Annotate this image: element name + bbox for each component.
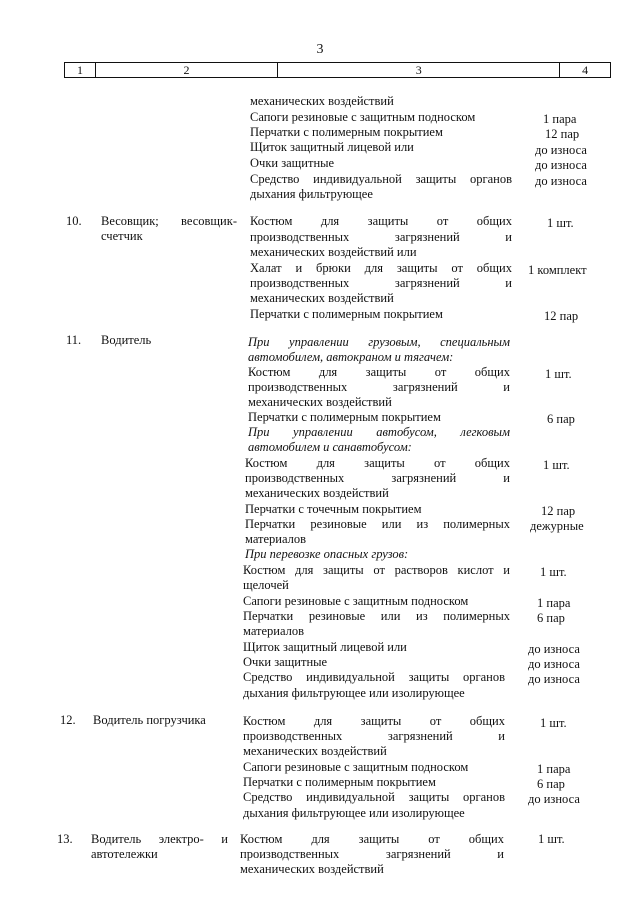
quantity: 6 пар <box>537 611 565 625</box>
word: Средство <box>243 670 293 684</box>
word: от <box>428 832 440 846</box>
word: и <box>221 832 228 846</box>
quantity: 1 шт. <box>547 216 574 230</box>
item-line <box>248 380 510 395</box>
profession-line <box>101 214 237 229</box>
table-header <box>64 62 611 78</box>
word: брюки <box>316 261 351 275</box>
item-line-italic: автомобилем, автокраном и тягачем: <box>248 350 454 364</box>
page-number: 3 <box>316 42 324 57</box>
quantity: до износа <box>535 158 587 172</box>
word: загрязнений <box>387 729 453 743</box>
profession-line: Водитель <box>101 333 152 347</box>
item-line: механических воздействий или <box>250 245 417 259</box>
quantity: до износа <box>528 792 580 806</box>
profession-line <box>91 832 228 847</box>
item-line: Сапоги резиновые с защитным подноском <box>250 110 476 124</box>
word: органов <box>462 790 505 804</box>
item-line: материалов <box>243 624 305 638</box>
item-line: дыхания фильтрующее или изолирующее <box>243 806 465 820</box>
item-line <box>245 471 510 486</box>
item-line <box>243 609 510 624</box>
item-line <box>250 261 512 276</box>
word: Костюм <box>248 365 291 379</box>
word: и <box>498 729 505 743</box>
word: для <box>313 714 333 728</box>
item-line: Перчатки с полимерным покрытием <box>248 410 441 424</box>
word: резиновые <box>308 609 366 623</box>
word: защиты <box>415 172 457 186</box>
item-line <box>240 847 504 862</box>
item-line: Очки защитные <box>250 156 335 170</box>
item-line <box>245 517 510 532</box>
word: общих <box>474 456 510 470</box>
item-line <box>250 172 512 187</box>
quantity: 1 пара <box>543 112 577 126</box>
column-header-3: 3 <box>278 63 560 77</box>
word: Перчатки <box>245 517 296 531</box>
word: Костюм <box>243 714 286 728</box>
word: резиновые <box>310 517 367 531</box>
column-header-2: 2 <box>96 63 278 77</box>
quantity: до износа <box>535 174 587 188</box>
item-line <box>250 276 512 291</box>
item-line-italic: автомобилем и санавтобусом: <box>248 440 412 454</box>
item-line: Перчатки с точечным покрытием <box>245 502 422 516</box>
item-line: Щиток защитный лицевой или <box>243 640 407 654</box>
column-header-4: 4 <box>582 63 589 77</box>
word: электро- <box>158 832 204 846</box>
item-line: механических воздействий <box>240 862 384 876</box>
word: и <box>505 230 512 244</box>
word: Костюм <box>245 456 288 470</box>
word: от <box>434 456 446 470</box>
word: из <box>416 609 428 623</box>
column-header-1: 1 <box>65 63 96 77</box>
word: управлении <box>289 335 349 349</box>
word: защиты <box>323 563 364 577</box>
item-line: Очки защитные <box>243 655 328 669</box>
item-line-italic: При перевозке опасных грузов: <box>245 547 409 561</box>
profession-line: счетчик <box>101 229 143 243</box>
word: производственных <box>250 276 350 290</box>
quantity: 1 пара <box>537 762 571 776</box>
word: или <box>381 517 402 531</box>
item-line-italic <box>248 425 510 440</box>
item-line <box>250 230 512 245</box>
item-line: механических воздействий <box>250 291 394 305</box>
item-line: Перчатки с полимерным покрытием <box>250 307 443 321</box>
word: Средство <box>250 172 300 186</box>
word: и <box>505 276 512 290</box>
item-line-italic <box>248 335 510 350</box>
row-number: 10. <box>66 214 82 228</box>
word: или <box>380 609 401 623</box>
word: Водитель <box>91 832 142 846</box>
word: от <box>434 365 447 379</box>
quantity: дежурные <box>530 519 584 533</box>
item-line <box>250 214 512 229</box>
word: грузовым, <box>368 335 421 349</box>
quantity: 12 пар <box>541 504 576 518</box>
word: производственных <box>248 380 348 394</box>
word: загрязнений <box>392 380 458 394</box>
word: защиты <box>364 456 405 470</box>
item-line: дыхания фильтрующее или изолирующее <box>243 686 465 700</box>
word: от <box>451 261 463 275</box>
quantity: 6 пар <box>547 412 575 426</box>
word: общих <box>476 214 512 228</box>
word: общих <box>469 714 505 728</box>
word: Перчатки <box>243 609 294 623</box>
word: и <box>503 380 510 394</box>
word: и <box>295 261 303 275</box>
row-number: 12. <box>60 713 76 727</box>
item-line: Щиток защитный лицевой или <box>250 140 414 154</box>
word: управлении <box>293 425 353 439</box>
word: индивидуальной <box>306 670 395 684</box>
quantity: 6 пар <box>537 777 565 791</box>
quantity: 12 пар <box>545 127 580 141</box>
item-line <box>240 832 504 847</box>
word: специальным <box>440 335 510 349</box>
word: Костюм <box>250 214 293 228</box>
word: Костюм <box>243 563 286 577</box>
quantity: 1 шт. <box>545 367 572 381</box>
word: для <box>318 365 338 379</box>
word: и <box>503 563 510 577</box>
quantity: до износа <box>535 143 587 157</box>
word: для <box>316 456 335 470</box>
item-line: механических воздействий <box>250 94 394 108</box>
word: производственных <box>243 729 343 743</box>
quantity: до износа <box>528 672 580 686</box>
quantity: 1 шт. <box>540 716 567 730</box>
row-number: 11. <box>66 333 82 347</box>
word: Весовщик; <box>101 214 159 228</box>
word: защиты <box>360 714 402 728</box>
word: растворов <box>394 563 448 577</box>
word: защиты <box>367 214 409 228</box>
word: и <box>503 471 510 485</box>
quantity: 12 пар <box>544 309 579 323</box>
item-line: механических воздействий <box>248 395 392 409</box>
word: защиты <box>358 832 400 846</box>
item-line: Сапоги резиновые с защитным подноском <box>243 760 469 774</box>
quantity: 1 шт. <box>538 832 565 846</box>
quantity: 1 шт. <box>543 458 570 472</box>
word: общих <box>474 365 510 379</box>
word: загрязнений <box>394 230 460 244</box>
word: весовщик- <box>181 214 237 228</box>
word: и <box>497 847 504 861</box>
item-line <box>243 729 505 744</box>
item-line: материалов <box>245 532 307 546</box>
item-line <box>245 456 510 471</box>
word: для <box>320 214 340 228</box>
item-line <box>243 563 510 578</box>
word: Халат <box>250 261 282 275</box>
word: общих <box>468 832 504 846</box>
word: производственных <box>245 471 345 485</box>
word: При <box>248 425 270 439</box>
word: Средство <box>243 790 293 804</box>
item-line: Сапоги резиновые с защитным подноском <box>243 594 469 608</box>
word: При <box>248 335 270 349</box>
item-line: механических воздействий <box>245 486 389 500</box>
word: защиты <box>408 670 450 684</box>
item-line <box>243 790 505 805</box>
word: от <box>373 563 385 577</box>
word: полимерных <box>443 517 510 531</box>
item-line <box>243 714 505 729</box>
word: производственных <box>240 847 340 861</box>
item-line: Перчатки с полимерным покрытием <box>250 125 443 139</box>
word: от <box>436 214 449 228</box>
word: из <box>416 517 429 531</box>
quantity: до износа <box>528 657 580 671</box>
item-line: щелочей <box>243 578 289 592</box>
word: производственных <box>250 230 350 244</box>
quantity: 1 шт. <box>540 565 567 579</box>
word: от <box>429 714 442 728</box>
profession-line: Водитель погрузчика <box>93 713 206 727</box>
word: для <box>295 563 314 577</box>
word: загрязнений <box>391 471 457 485</box>
word: для <box>311 832 330 846</box>
word: индивидуальной <box>306 790 395 804</box>
word: легковым <box>460 425 510 439</box>
item-line <box>243 670 505 685</box>
word: для <box>364 261 383 275</box>
quantity: 1 комплект <box>528 263 587 277</box>
word: загрязнений <box>394 276 460 290</box>
quantity: до износа <box>528 642 580 656</box>
row-number: 13. <box>57 832 73 846</box>
item-line <box>248 365 510 380</box>
word: защиты <box>365 365 407 379</box>
word: защиты <box>396 261 438 275</box>
word: автобусом, <box>376 425 437 439</box>
item-line: дыхания фильтрующее <box>250 187 373 201</box>
item-line: механических воздействий <box>243 744 387 758</box>
word: полимерных <box>443 609 510 623</box>
word: органов <box>462 670 505 684</box>
word: индивидуальной <box>313 172 402 186</box>
item-line: Перчатки с полимерным покрытием <box>243 775 436 789</box>
word: общих <box>476 261 512 275</box>
word: органов <box>469 172 512 186</box>
word: защиты <box>408 790 450 804</box>
word: загрязнений <box>385 847 451 861</box>
profession-line: автотележки <box>91 847 158 861</box>
quantity: 1 пара <box>537 596 571 610</box>
word: Костюм <box>240 832 283 846</box>
word: кислот <box>457 563 494 577</box>
